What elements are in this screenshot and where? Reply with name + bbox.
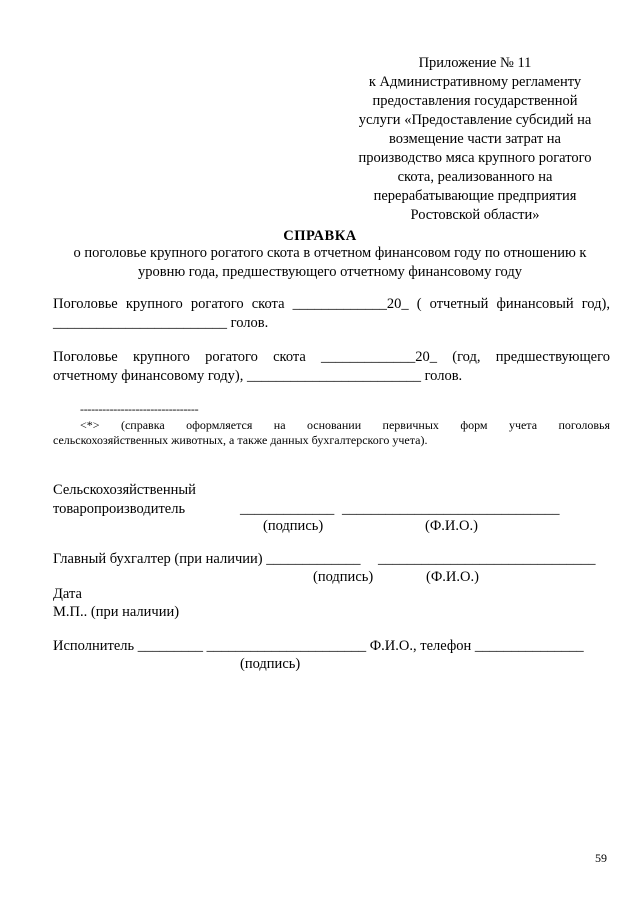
accountant-name-caption: (Ф.И.О.) xyxy=(426,569,479,585)
subtitle-line-1: о поголовье крупного рогатого скота в отчетном финансовом году по отношению к xyxy=(73,245,587,261)
word: Поголовье xyxy=(53,349,118,365)
word: отчетный xyxy=(429,296,489,312)
subtitle-line-2: уровню года, предшествующего отчетному финансовому году xyxy=(137,264,523,280)
year-blank: _____________20_ xyxy=(292,296,409,312)
appendix-line: услуги «Предоставление субсидий на xyxy=(358,112,592,128)
producer-name-caption: (Ф.И.О.) xyxy=(425,518,478,534)
word: рогатого xyxy=(205,349,258,365)
word: рогатого xyxy=(190,296,244,312)
appendix-header xyxy=(330,54,620,225)
word: (справка xyxy=(120,418,165,432)
word: предшествующего xyxy=(495,349,610,365)
word: на xyxy=(273,418,286,432)
word: скота xyxy=(273,349,306,365)
word: оформляется xyxy=(186,418,253,432)
accountant-signature-caption: (подпись) xyxy=(313,569,374,585)
producer-label-2: товаропроизводитель xyxy=(53,501,186,517)
executor-line: Исполнитель _________ ______________________ Ф.И.О., телефон _______________ xyxy=(53,638,584,654)
page-number: 59 xyxy=(595,851,607,865)
appendix-line: перерабатывающие предприятия xyxy=(373,188,577,204)
accountant-label: Главный бухгалтер (при наличии) _____________ xyxy=(53,551,361,567)
date-label: Дата xyxy=(53,586,82,602)
word: поголовья xyxy=(558,418,610,432)
word: крупного xyxy=(132,349,190,365)
word: скота xyxy=(251,296,285,312)
producer-signature-caption: (подпись) xyxy=(263,518,324,534)
appendix-line: Ростовской области» xyxy=(410,207,540,223)
livestock-previous-year-line-1 xyxy=(53,348,610,367)
stamp-label: М.П.. (при наличии) xyxy=(53,604,180,620)
document-title: СПРАВКА xyxy=(283,228,357,244)
producer-signature-line: _____________ xyxy=(240,501,335,517)
word: форм xyxy=(460,418,488,432)
word: первичных xyxy=(382,418,439,432)
footnote-line-1 xyxy=(53,418,610,433)
producer-name-line: ______________________________ xyxy=(342,501,560,517)
livestock-current-year-line-1 xyxy=(53,295,610,314)
livestock-current-year-line-2: ________________________ голов. xyxy=(53,315,269,331)
accountant-name-line: ______________________________ xyxy=(378,551,596,567)
livestock-previous-year-line-2: отчетному финансовому году), ________________________ голов. xyxy=(53,368,463,384)
appendix-line: производство мяса крупного рогатого xyxy=(358,150,592,166)
appendix-line: скота, реализованного на xyxy=(397,169,553,185)
year-blank: _____________20_ xyxy=(321,349,438,365)
word: учета xyxy=(508,418,538,432)
word: (год, xyxy=(452,349,481,365)
executor-signature-caption: (подпись) xyxy=(240,656,301,672)
producer-label-1: Сельскохозяйственный xyxy=(53,482,196,498)
word: Поголовье xyxy=(53,296,118,312)
document-subtitle xyxy=(40,244,620,282)
word: ( xyxy=(416,296,422,312)
word: основании xyxy=(306,418,362,432)
appendix-line: предоставления государственной xyxy=(372,93,578,109)
footnote-marker: <*> xyxy=(80,418,100,432)
word: год), xyxy=(581,296,610,312)
appendix-line: возмещение части затрат на xyxy=(389,131,561,147)
footnote-separator: -------------------------------- xyxy=(80,402,199,416)
footnote-line-2: сельскохозяйственных животных, а также данных бухгалтерского учета). xyxy=(53,433,428,447)
appendix-line: к Административному регламенту xyxy=(368,74,582,90)
word: финансовый xyxy=(496,296,574,312)
appendix-line: Приложение № 11 xyxy=(418,55,532,71)
word: крупного xyxy=(125,296,183,312)
